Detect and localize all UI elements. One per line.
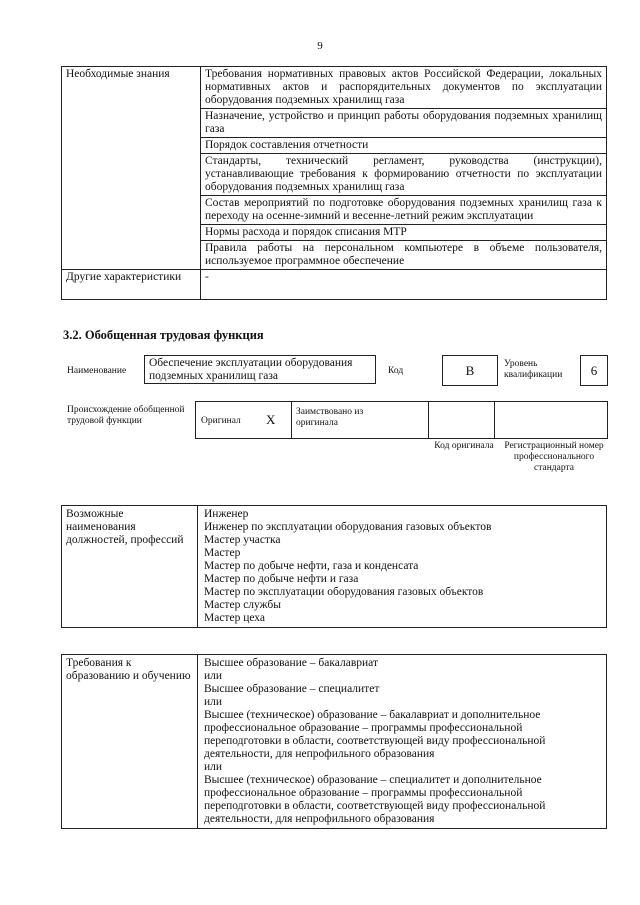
- name-value: Обеспечение эксплуатации оборудования подземных хранилищ газа: [144, 355, 376, 384]
- name-label: Наименование: [67, 366, 127, 376]
- education-label: Требования к образованию и обучению: [62, 655, 198, 829]
- education-line: Высшее образование – бакалавриат: [204, 657, 378, 669]
- knowledge-item: Назначение, устройство и принцип работы оборудования подземных хранилищ газа: [201, 109, 607, 138]
- level-value: 6: [580, 355, 608, 386]
- section-title: 3.2. Обобщенная трудовая функция: [63, 328, 264, 342]
- page-number: 9: [317, 40, 323, 52]
- positions-label: Возможные наименования должностей, профессий: [62, 506, 198, 628]
- origin-label: Происхождение обобщенной трудовой функции: [67, 405, 185, 426]
- reg-number-caption: Регистрационный номер профессионального стандарта: [504, 441, 604, 473]
- education-line: или: [204, 696, 223, 708]
- other-characteristics-label: Другие характеристики: [62, 270, 201, 300]
- other-characteristics-value: -: [201, 270, 607, 300]
- position-item: Мастер: [204, 547, 241, 559]
- position-item: Мастер по добыче нефти и газа: [204, 573, 359, 585]
- code-label: Код: [388, 366, 404, 376]
- borrowed-label: Заимствовано из оригинала: [296, 407, 364, 428]
- education-line: Высшее образование – специалитет: [204, 683, 380, 695]
- knowledge-item: Стандарты, технический регламент, руководства (инструкции), устанавливающие требования к формированию отчетности по эксплуатации оборудования подземных хранилищ газа: [201, 154, 607, 196]
- positions-table: [61, 505, 607, 628]
- knowledge-item: Нормы расхода и порядок списания МТР: [201, 225, 607, 241]
- original-mark: X: [266, 412, 276, 427]
- original-label: Оригинал: [201, 416, 241, 426]
- education-line: или: [204, 670, 223, 682]
- position-item: Мастер цеха: [204, 612, 265, 624]
- knowledge-item: Порядок составления отчетности: [201, 138, 607, 154]
- position-item: Мастер по эксплуатации оборудования газовых объектов: [204, 586, 484, 598]
- level-label: Уровень квалификации: [504, 359, 563, 380]
- position-item: Мастер по добыче нефти, газа и конденсата: [204, 560, 419, 572]
- position-item: Мастер службы: [204, 599, 282, 611]
- origin-box: [195, 401, 608, 439]
- knowledge-label: Необходимые знания: [62, 67, 201, 270]
- position-item: Мастер участка: [204, 534, 281, 546]
- code-value: B: [442, 355, 498, 386]
- education-line: Высшее (техническое) образование – специалитет и дополнительное профессиональное образование – программы профессиональной переподготовки в области, соответствующей виду профессиональной деятельности, для непрофильного образования: [204, 774, 546, 825]
- position-item: Инженер по эксплуатации оборудования газовых объектов: [204, 521, 492, 533]
- positions-list: [198, 506, 607, 628]
- education-line: Высшее (техническое) образование – бакалавриат и дополнительное профессиональное образование – программы профессиональной переподготовки в области, соответствующей виду профессиональной деятельности, для непрофильного образования: [204, 709, 546, 760]
- education-table: [61, 654, 607, 829]
- knowledge-item: Состав мероприятий по подготовке оборудования подземных хранилищ газа к переходу на осенне-зимний и весенне-летний режим эксплуатации: [201, 196, 607, 225]
- knowledge-item: Требования нормативных правовых актов Российской Федерации, локальных нормативных актов и распорядительных документов по эксплуатации оборудования подземных хранилищ газа: [201, 67, 607, 109]
- knowledge-item: Правила работы на персональном компьютере в объеме пользователя, используемое программное обеспечение: [201, 241, 607, 270]
- code-original-caption: Код оригинала: [434, 441, 494, 451]
- education-line: или: [204, 761, 223, 773]
- education-list: [198, 655, 607, 829]
- knowledge-table: [61, 66, 607, 300]
- position-item: Инженер: [204, 508, 249, 520]
